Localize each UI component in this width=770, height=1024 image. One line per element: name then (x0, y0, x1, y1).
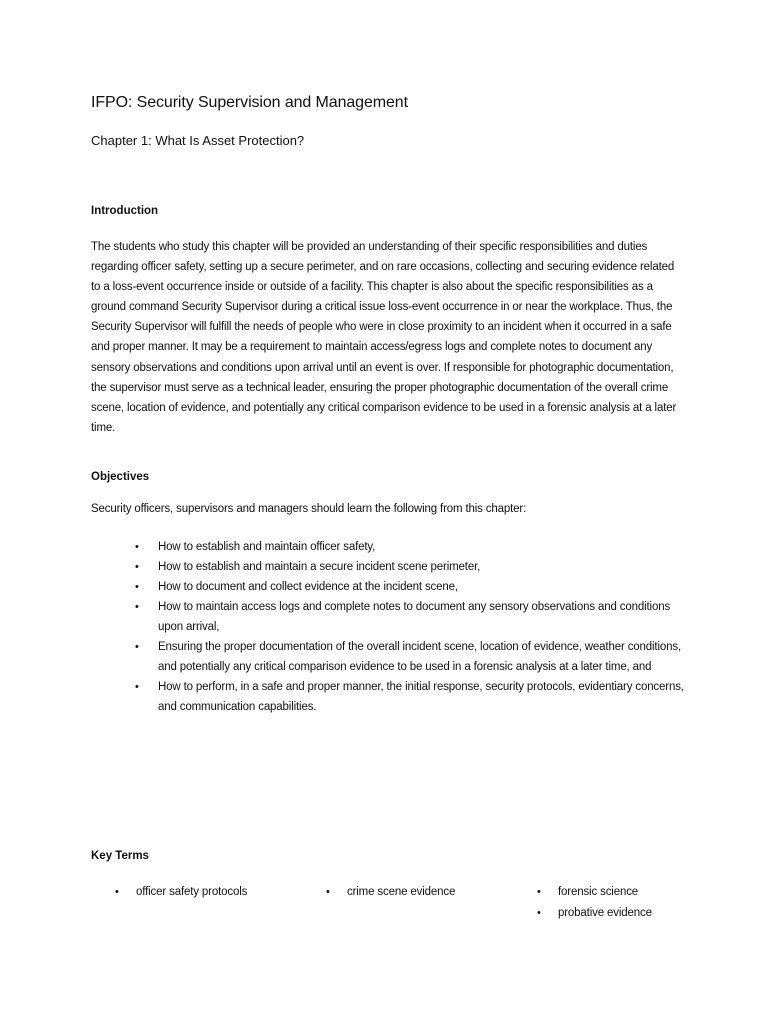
key-term-text: crime scene evidence (347, 886, 456, 898)
key-term-text: forensic science (558, 886, 639, 898)
key-term-text: officer safety protocols (136, 886, 248, 898)
list-item (534, 903, 714, 924)
objective-text: How to establish and maintain a secure incident scene perimeter, (158, 561, 481, 573)
bullet-icon: • (537, 906, 541, 919)
list-item (132, 597, 692, 637)
bullet-icon: • (135, 681, 139, 693)
objectives-heading: Objectives (91, 471, 150, 483)
list-item (132, 577, 692, 597)
list-item (132, 677, 692, 717)
bullet-icon: • (135, 601, 139, 613)
document-title: IFPO: Security Supervision and Management (91, 94, 408, 111)
objectives-lead-text: Security officers, supervisors and managers should learn the following from this chapter: (91, 503, 527, 515)
list-item (132, 537, 692, 557)
objective-text: How to establish and maintain officer safety, (158, 541, 376, 553)
list-item (132, 557, 692, 577)
bullet-icon: • (135, 541, 139, 553)
bullet-icon: • (537, 886, 541, 898)
key-terms-column-3 (534, 882, 714, 923)
key-terms-heading: Key Terms (91, 850, 149, 862)
bullet-icon: • (115, 886, 119, 898)
objective-text: Ensuring the proper documentation of the overall incident scene, location of evidence, weather conditions, and potentially any critical comparison evidence to be used in a forensic analysis at a later time, and (158, 641, 682, 673)
bullet-icon: • (135, 581, 139, 593)
key-terms-column-2 (323, 882, 503, 903)
chapter-title: Chapter 1: What Is Asset Protection? (91, 133, 305, 148)
objective-text: How to perform, in a safe and proper manner, the initial response, security protocols, evidentiary concerns, and communication capabilities. (158, 681, 684, 713)
objective-text: How to document and collect evidence at the incident scene, (158, 581, 458, 593)
objective-text: How to maintain access logs and complete notes to document any sensory observations and conditions upon arrival, (158, 601, 671, 633)
objectives-list (132, 537, 692, 717)
list-item (112, 882, 292, 903)
bullet-icon: • (326, 886, 330, 898)
bullet-icon: • (135, 641, 139, 653)
introduction-heading: Introduction (91, 205, 159, 217)
list-item (534, 882, 714, 903)
list-item (323, 882, 503, 903)
list-item (132, 637, 692, 677)
key-term-text: probative evidence (558, 906, 652, 919)
key-terms-column-1 (112, 882, 292, 903)
introduction-paragraph: The students who study this chapter will be provided an understanding of their specific responsibilities and duties regarding officer safety, setting up a secure perimeter, and on rare occasions, collecting and securing evidence related to a loss-event occurrence inside or outside of a facility. This chapter is also about the specific responsibilities as a ground command Security Supervisor during a critical issue loss-event occurrence in or near the workplace. Thus, the Security Supervisor will fulfill the needs of people who were in close proximity to an incident when it occurred in a safe and proper manner. It may be a requirement to maintain access/egress logs and complete notes to document any sensory observations and conditions upon arrival until an event is over. If responsible for photographic documentation, the supervisor must serve as a technical leader, ensuring the proper photographic documentation of the overall crime scene, location of evidence, and potentially any critical comparison evidence to be used in a forensic analysis at a later time. (91, 241, 677, 434)
bullet-icon: • (135, 561, 139, 573)
